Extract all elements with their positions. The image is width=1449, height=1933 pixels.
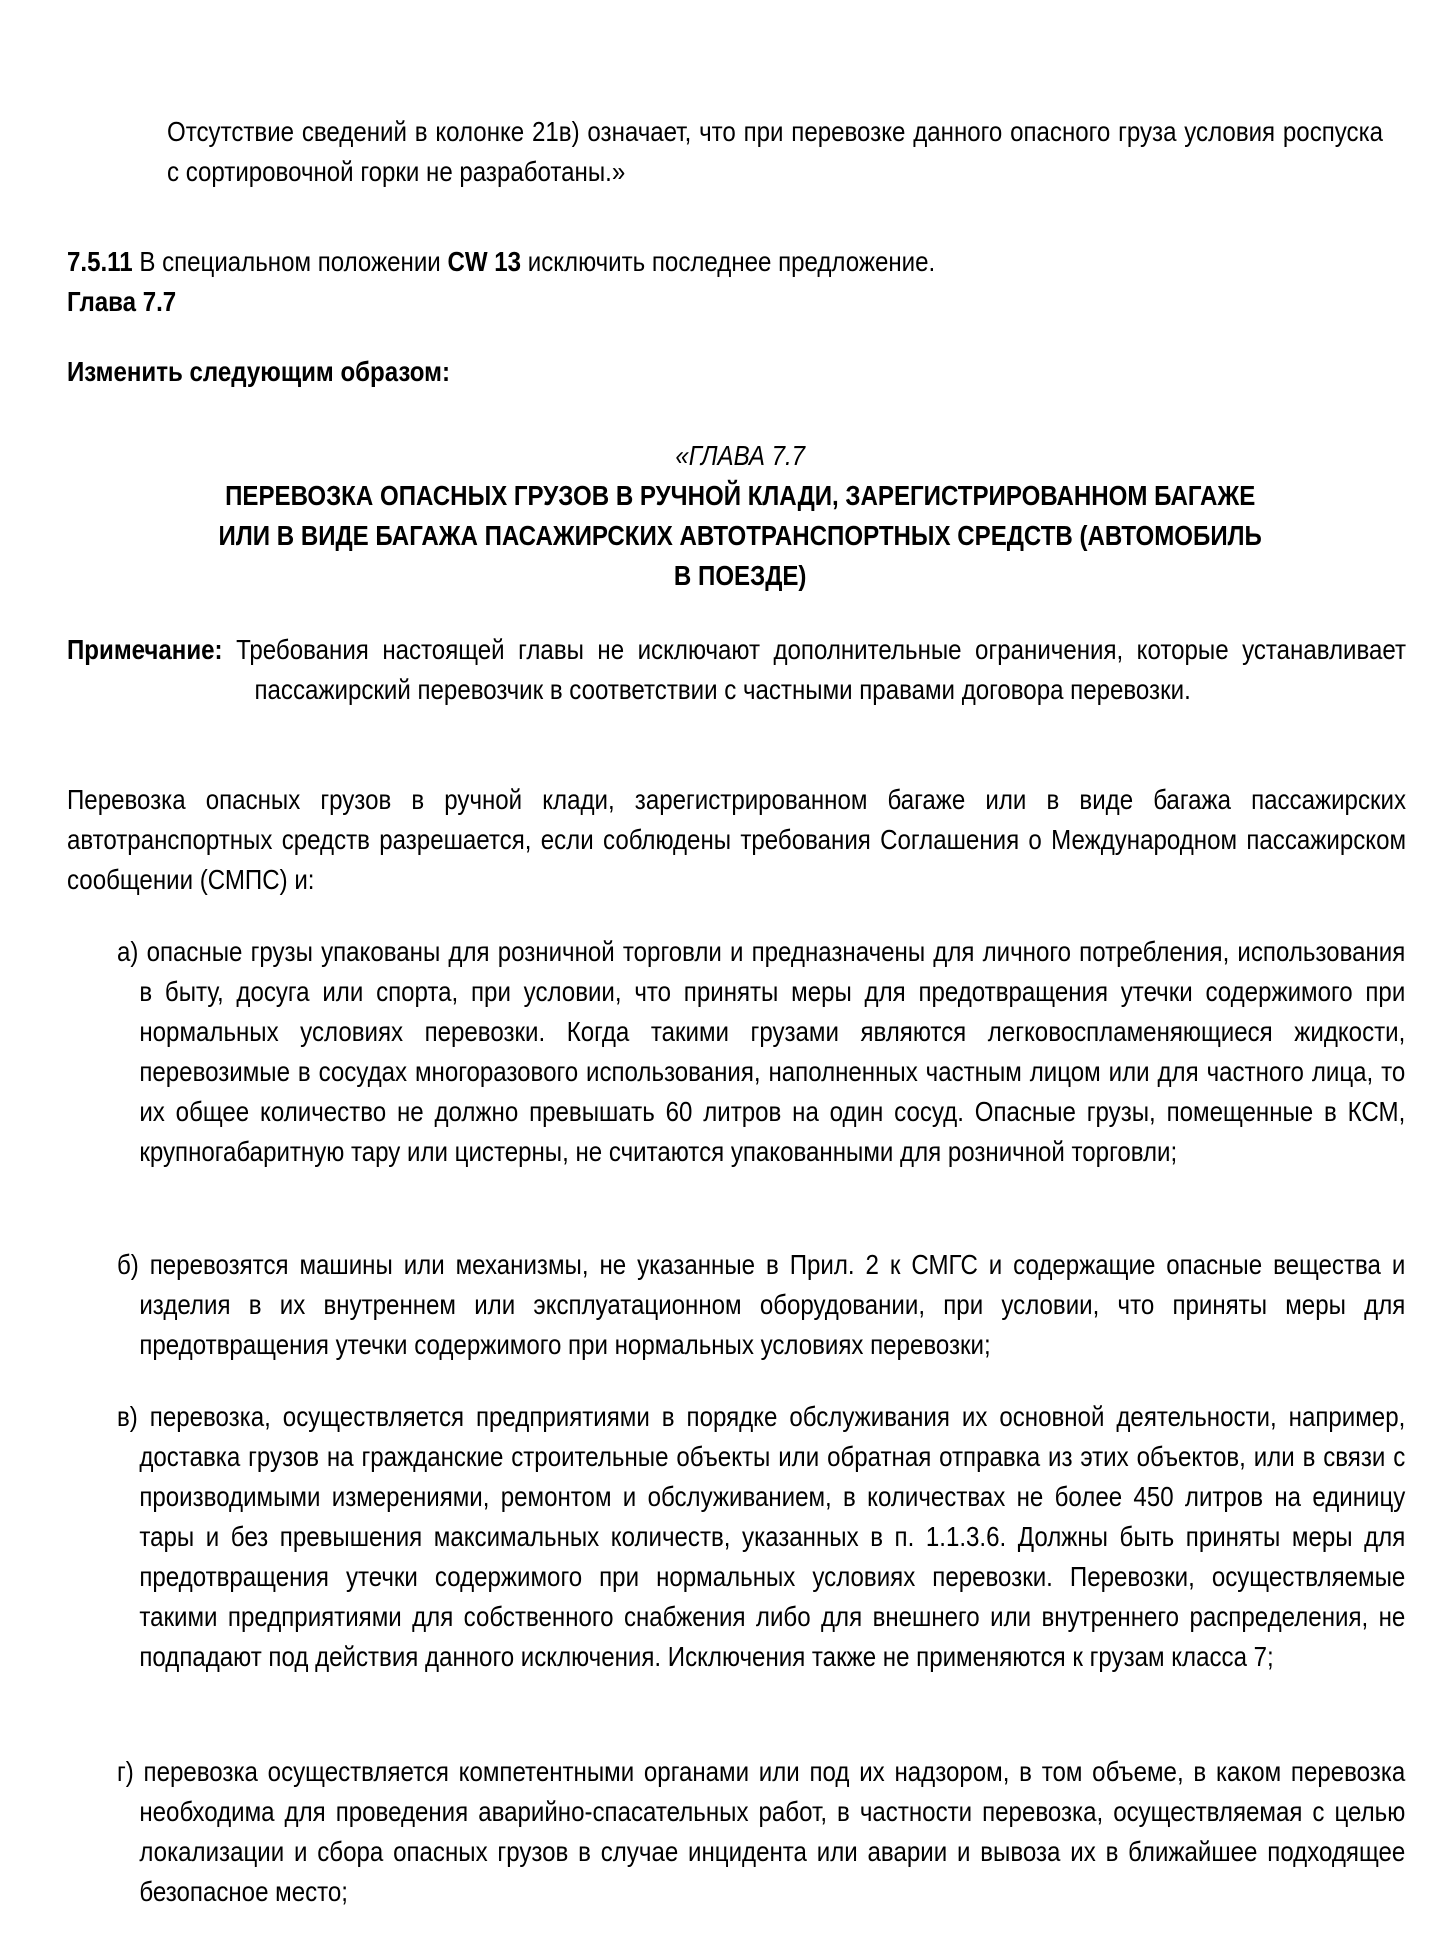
chapter-title (210, 436, 1270, 596)
amendment-number: 7.5.11 (67, 246, 133, 277)
chapter-heading: ПЕРЕВОЗКА ОПАСНЫХ ГРУЗОВ В РУЧНОЙ КЛАДИ, ЗАРЕГИСТРИРОВАННОМ БАГАЖЕ ИЛИ В ВИДЕ БАГАЖА ПАСАЖИРСКИХ АВТОТРАНСПОРТНЫХ СРЕДСТВ (АВТОМОБИЛЬ В ПОЕЗДЕ) (218, 480, 1262, 591)
amendment-7-5-11 (67, 242, 1357, 282)
note-block (67, 630, 1406, 710)
amendment-code: CW 13 (447, 246, 522, 277)
chapter-number: «ГЛАВА 7.7 (675, 440, 806, 471)
list-item-g: г) перевозка осуществляется компетентными органами или под их надзором, в том объеме, в каком перевозка необходима для проведения аварийно-спасательных работ, в частности перевозка, осуществляемая с целью локализации и сбора опасных грузов в случае инцидента или аварии и вывоза их в ближайшее подходящее безопасное место; (117, 1756, 1406, 1907)
amendment-text-before: В специальном положении (132, 246, 448, 277)
intro-paragraph: Перевозка опасных грузов в ручной клади, зарегистрированном багаже или в виде багажа пассажирских автотранспортных средств разрешается, если соблюдены требования Соглашения о Международном пассажирском сообщении (СМПС) и: (67, 784, 1407, 895)
list-item-v: в) перевозка, осуществляется предприятиями в порядке обслуживания их основной деятельности, например, доставка грузов на гражданские строительные объекты или обратная отправка из этих объектов, или в связи с производимыми измерениями, ремонтом и обслуживанием, в количествах не более 450 литров на единицу тары и без превышения максимальных количеств, указанных в п. 1.1.3.6. Должны быть приняты меры для предотвращения утечки содержимого при нормальных условиях перевозки. Перевозки, осуществляемые такими предприятиями для собственного снабжения либо для внешнего или внутреннего распределения, не подпадают под действия данного исключения. Исключения также не применяются к грузам класса 7; (117, 1401, 1406, 1672)
amendment-text-after: исключить последнее предложение. (521, 246, 936, 277)
change-instruction: Изменить следующим образом: (67, 356, 451, 387)
quote-paragraph: Отсутствие сведений в колонке 21в) означает, что при перевозке данного опасного груза условия роспуска с сортировочной горки не разработаны.» (167, 116, 1384, 187)
list-item-b: б) перевозятся машины или механизмы, не указанные в Прил. 2 к СМГС и содержащие опасные вещества и изделия в их внутреннем или эксплуатационном оборудовании, при условии, что приняты меры для предотвращения утечки содержимого при нормальных условиях перевозки; (117, 1249, 1406, 1360)
note-label: Примечание: (67, 634, 223, 665)
note-text: Требования настоящей главы не исключают дополнительные ограничения, которые устанавливает пассажирский перевозчик в соответствии с частными правами договора перевозки. (222, 634, 1407, 705)
list-item-a: а) опасные грузы упакованы для розничной торговли и предназначены для личного потребления, использования в быту, досуга или спорта, при условии, что приняты меры для предотвращения утечки содержимого при нормальных условиях перевозки. Когда такими грузами являются легковоспламеняющиеся жидкости, перевозимые в сосудах многоразового использования, наполненных частным лицом или для частного лица, то их общее количество не должно превышать 60 литров на один сосуд. Опасные грузы, помещенные в КСМ, крупногабаритную тару или цистерны, не считаются упакованными для розничной торговли; (117, 936, 1406, 1167)
chapter-label: Глава 7.7 (67, 286, 177, 317)
